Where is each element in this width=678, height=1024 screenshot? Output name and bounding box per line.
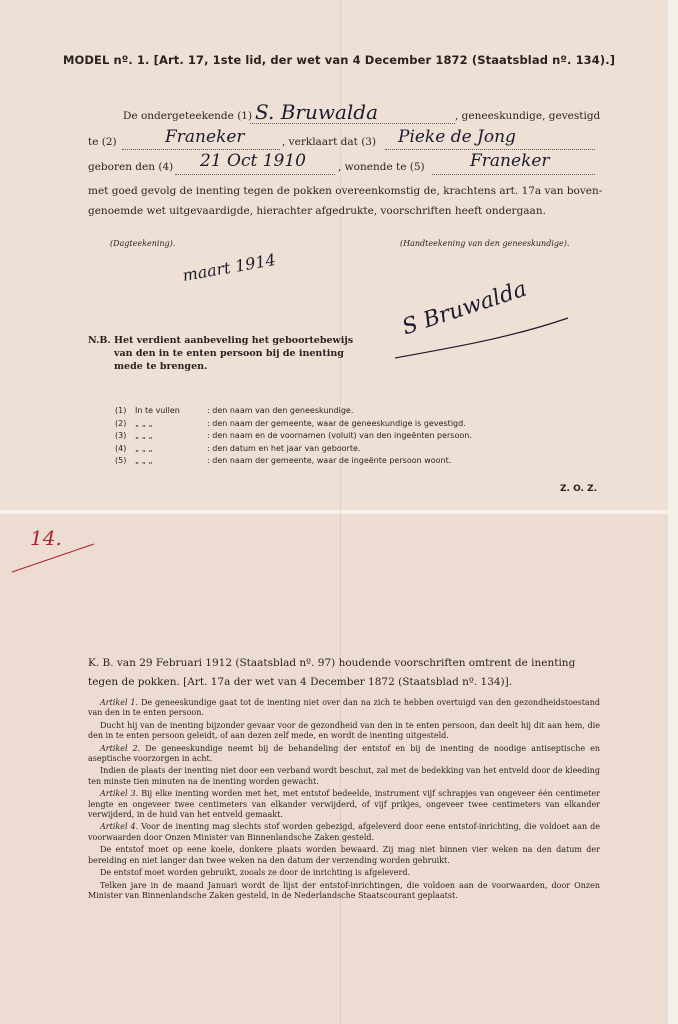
article-paragraph [88, 766, 600, 787]
nb-line-1: N.B. Het verdient aanbeveling het geboortebewijs [88, 335, 354, 346]
footnote-number: (2) [115, 418, 127, 428]
form-line-3-mid: , wonende te (5) [338, 161, 425, 173]
kb-title: K. B. van 29 Februari 1912 (Staatsblad nº. 97) houdende voorschriften omtrent de inenting tegen de pokken. [Art. 17a der wet van 4 December 1872 (Staatsblad nº. 134)]. [88, 657, 576, 688]
nb-note [88, 334, 353, 373]
form-line-4: met goed gevolg de inenting tegen de pokken overeenkomstig de, krachtens art. 17a van boven- [88, 185, 603, 197]
form-line-1-suffix: , geneeskundige, gevestigd [455, 110, 601, 122]
article-paragraph [88, 789, 600, 820]
footnote-text: : den naam en de voornamen (voluit) van den ingeënten persoon. [207, 431, 472, 440]
nb-line-2: van den in te enten persoon bij de inenting [114, 348, 344, 359]
article-label: Artikel 3. [100, 789, 139, 799]
red-number-mark: 14. [30, 526, 62, 550]
footnote-mark: „ „ „ [135, 431, 153, 440]
article-text: Bij elke inenting worden met het, met entstof bedeelde, instrument vijf schrapjes van ongeveer één centimeter lengte en ongeveer twee centimeters van elkander verwijderd, of vijf prikjes, ongeveer twee centimeters van elkander verwijderd, in de huid van het entveld gemaakt. [88, 789, 600, 820]
footnote-number: (4) [115, 443, 127, 453]
footnote-row [115, 443, 472, 456]
article-paragraph [88, 881, 600, 902]
handwritten-residence: Franeker [470, 151, 550, 171]
article-label: Artikel 1. [100, 698, 139, 707]
article-text: De entstof moet worden gebruikt, zooals ze door de inrichting is afgeleverd. [100, 868, 411, 878]
article-text: Indien de plaats der inenting niet door een verband wordt beschut, zal met de bedekking van het entveld door de kleeding ten minste tien minuten na de inenting worden gewacht. [88, 766, 600, 786]
form-line-2-label: te (2) [88, 136, 117, 148]
handwritten-person-name: Pieke de Jong [398, 127, 516, 147]
person-name-field [385, 148, 595, 150]
article-paragraph [88, 822, 600, 843]
form-line-2-mid: , verklaart dat (3) [282, 136, 377, 148]
footnote-row [115, 418, 472, 431]
footnote-number: (5) [115, 456, 127, 465]
handwritten-signature: S Bruwalda [399, 276, 530, 341]
regulations-text [88, 698, 600, 903]
footnote-row [115, 405, 472, 418]
paper-edge [668, 0, 678, 1024]
footnote-mark: „ „ „ [135, 456, 153, 465]
article-text: Voor de inenting mag slechts stof worden gebezigd, afgeleverd door eene entstof-inrichting, die voldoet aan de voorwaarden door Onzen Minister van Binnenlandsche Zaken gesteld. [88, 822, 600, 842]
handwritten-doctor-name: S. Bruwalda [255, 100, 379, 124]
form-line-3-label: geboren den (4) [88, 161, 174, 173]
article-text: Telken jare in de maand Januari wordt de lijst der entstof-inrichtingen, die voldoen aan de voorwaarden, door Onzen Minister van Binnenlandsche Zaken gesteld, in de Nederlandsche Staatscourant geplaatst. [88, 880, 600, 900]
article-paragraph [88, 845, 600, 866]
article-text: De geneeskundige neemt bij de behandeling der entstof en bij de inenting de noodige antiseptische en aseptische voorzorgen in acht. [88, 743, 600, 764]
article-paragraph [88, 744, 600, 765]
article-label: Artikel 4. [100, 822, 139, 832]
article-label: Artikel 2. [100, 743, 141, 753]
article-text: Ducht hij van de inenting bijzonder gevaar voor de gezondheid van den in te enten persoon, dan deelt hij dit aan hem, die den in te enten persoon geleidt, of aan dezen zelf mede, en wordt de inenting uitgesteld. [88, 720, 600, 741]
article-text: De entstof moet op eene koele, donkere plaats worden bewaard. Zij mag niet binnen vier weken na den datum der bereiding en niet langer dan twee weken na den datum der verzending worden gebruikt. [88, 845, 600, 865]
footnote-number: (1) [115, 406, 127, 415]
footnote-text: : den naam der gemeente, waar de geneeskundige is gevestigd. [207, 418, 466, 428]
article-text: De geneeskundige gaat tot de inenting niet over dan na zich te hebben overtuigd van den gezondheidstoestand van den in te enten persoon. [88, 698, 600, 718]
signature-flourish [390, 300, 580, 370]
dagteekening-label: (Dagteekening). [110, 239, 176, 248]
place-field [122, 148, 280, 150]
footnote-text: : den naam van den geneeskundige. [207, 406, 354, 415]
birth-date-field [175, 173, 335, 175]
article-paragraph [88, 868, 600, 878]
footnote-row [115, 455, 472, 468]
form-heading: MODEL nº. 1. [Art. 17, 1ste lid, der wet van 4 December 1872 (Staatsblad nº. 134).] [62, 53, 616, 67]
footnote-mark: In te vullen [135, 406, 180, 415]
article-paragraph [88, 721, 600, 742]
footnote-number: (3) [115, 431, 127, 440]
footnote-mark: „ „ „ [135, 443, 153, 453]
handwritten-birth-date: 21 Oct 1910 [200, 151, 306, 171]
footnote-text: : den naam der gemeente, waar de ingeënte persoon woont. [207, 456, 452, 465]
form-line-5: genoemde wet uitgevaardigde, hierachter afgedrukte, voorschriften heeft ondergaan. [88, 205, 546, 217]
zoz-marker: Z. O. Z. [560, 484, 598, 494]
form-line-1-label: De ondergeteekende (1) [123, 110, 253, 122]
footnote-row [115, 430, 472, 443]
handwritten-place: Franeker [165, 127, 245, 147]
residence-field [432, 173, 595, 175]
handteekening-label: (Handteekening van den geneeskundige). [400, 239, 570, 248]
footnote-text: : den datum en het jaar van geboorte. [207, 443, 361, 453]
footnote-mark: „ „ „ [135, 418, 153, 428]
nb-line-3: mede te brengen. [114, 361, 208, 372]
article-paragraph [88, 698, 600, 719]
handwritten-date: maart 1914 [181, 249, 278, 286]
red-underline [10, 526, 100, 576]
footnotes [115, 405, 472, 468]
